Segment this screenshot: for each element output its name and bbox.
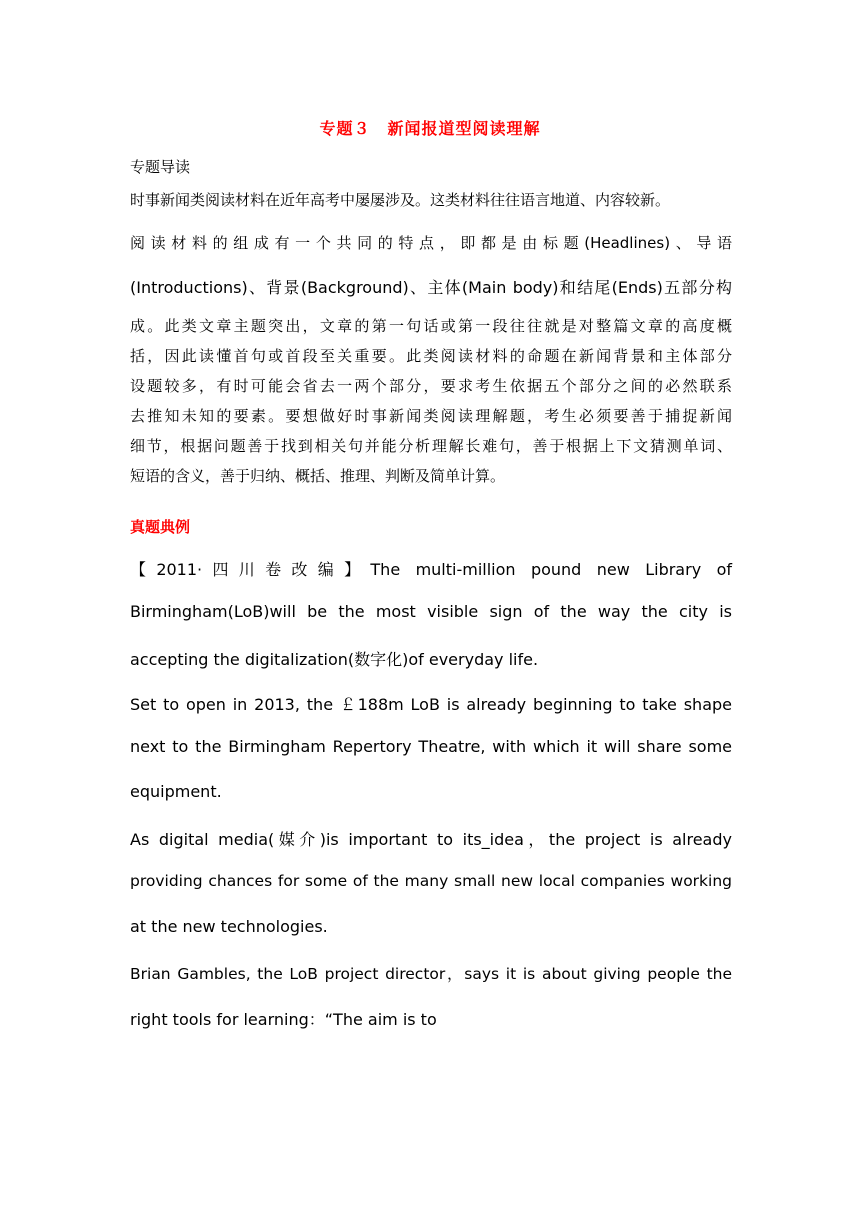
intro-line: 阅读材料的组成有一个共同的特点，即都是由标题(Headlines)、导语 <box>130 234 732 252</box>
page-title: 专题３ 新闻报道型阅读理解 <box>319 119 541 138</box>
example-heading: 真题典例 <box>130 518 191 536</box>
passage-line: at the new technologies. <box>130 917 328 936</box>
passage-line: providing chances for some of the many small new local companies working <box>130 872 732 890</box>
passage-line: equipment. <box>130 782 222 801</box>
intro-line: 短语的含义，善于归纳、概括、推理、判断及简单计算。 <box>130 467 506 485</box>
passage-line: accepting the digitalization(数字化)of everyday life. <box>130 650 539 669</box>
intro-line: 成。此类文章主题突出，文章的第一句话或第一段往往就是对整篇文章的高度概 <box>130 317 732 335</box>
section-label-guide: 专题导读 <box>130 158 191 176</box>
passage-line: right tools for learning：“The aim is to <box>130 1010 437 1029</box>
passage-line: Set to open in 2013, the ￡188m LoB is already beginning to take shape <box>130 695 733 714</box>
intro-line: 括，因此读懂首句或首段至关重要。此类阅读材料的命题在新闻背景和主体部分 <box>130 347 732 365</box>
intro-line: 时事新闻类阅读材料在近年高考中屡屡涉及。这类材料往往语言地道、内容较新。 <box>130 191 671 209</box>
passage-line: 【2011·四川卷改编】The multi-million pound new Library of <box>130 560 732 579</box>
passage-line: Brian Gambles, the LoB project director，says it is about giving people the <box>130 965 732 983</box>
intro-line: 去推知未知的要素。要想做好时事新闻类阅读理解题，考生必须要善于捕捉新闻 <box>130 407 732 425</box>
passage-line: Birmingham(LoB)will be the most visible sign of the way the city is <box>130 602 732 621</box>
intro-line: 细节，根据问题善于找到相关句并能分析理解长难句，善于根据上下文猜测单词、 <box>130 437 732 455</box>
passage-line: next to the Birmingham Repertory Theatre, with which it will share some <box>130 737 732 756</box>
passage-line: As digital media(媒介)is important to its_idea，the project is already <box>130 830 732 849</box>
intro-line: (Introductions)、背景(Background)、主体(Main body)和结尾(Ends)五部分构 <box>130 278 732 297</box>
intro-line: 设题较多，有时可能会省去一两个部分，要求考生依据五个部分之间的必然联系 <box>130 377 732 395</box>
